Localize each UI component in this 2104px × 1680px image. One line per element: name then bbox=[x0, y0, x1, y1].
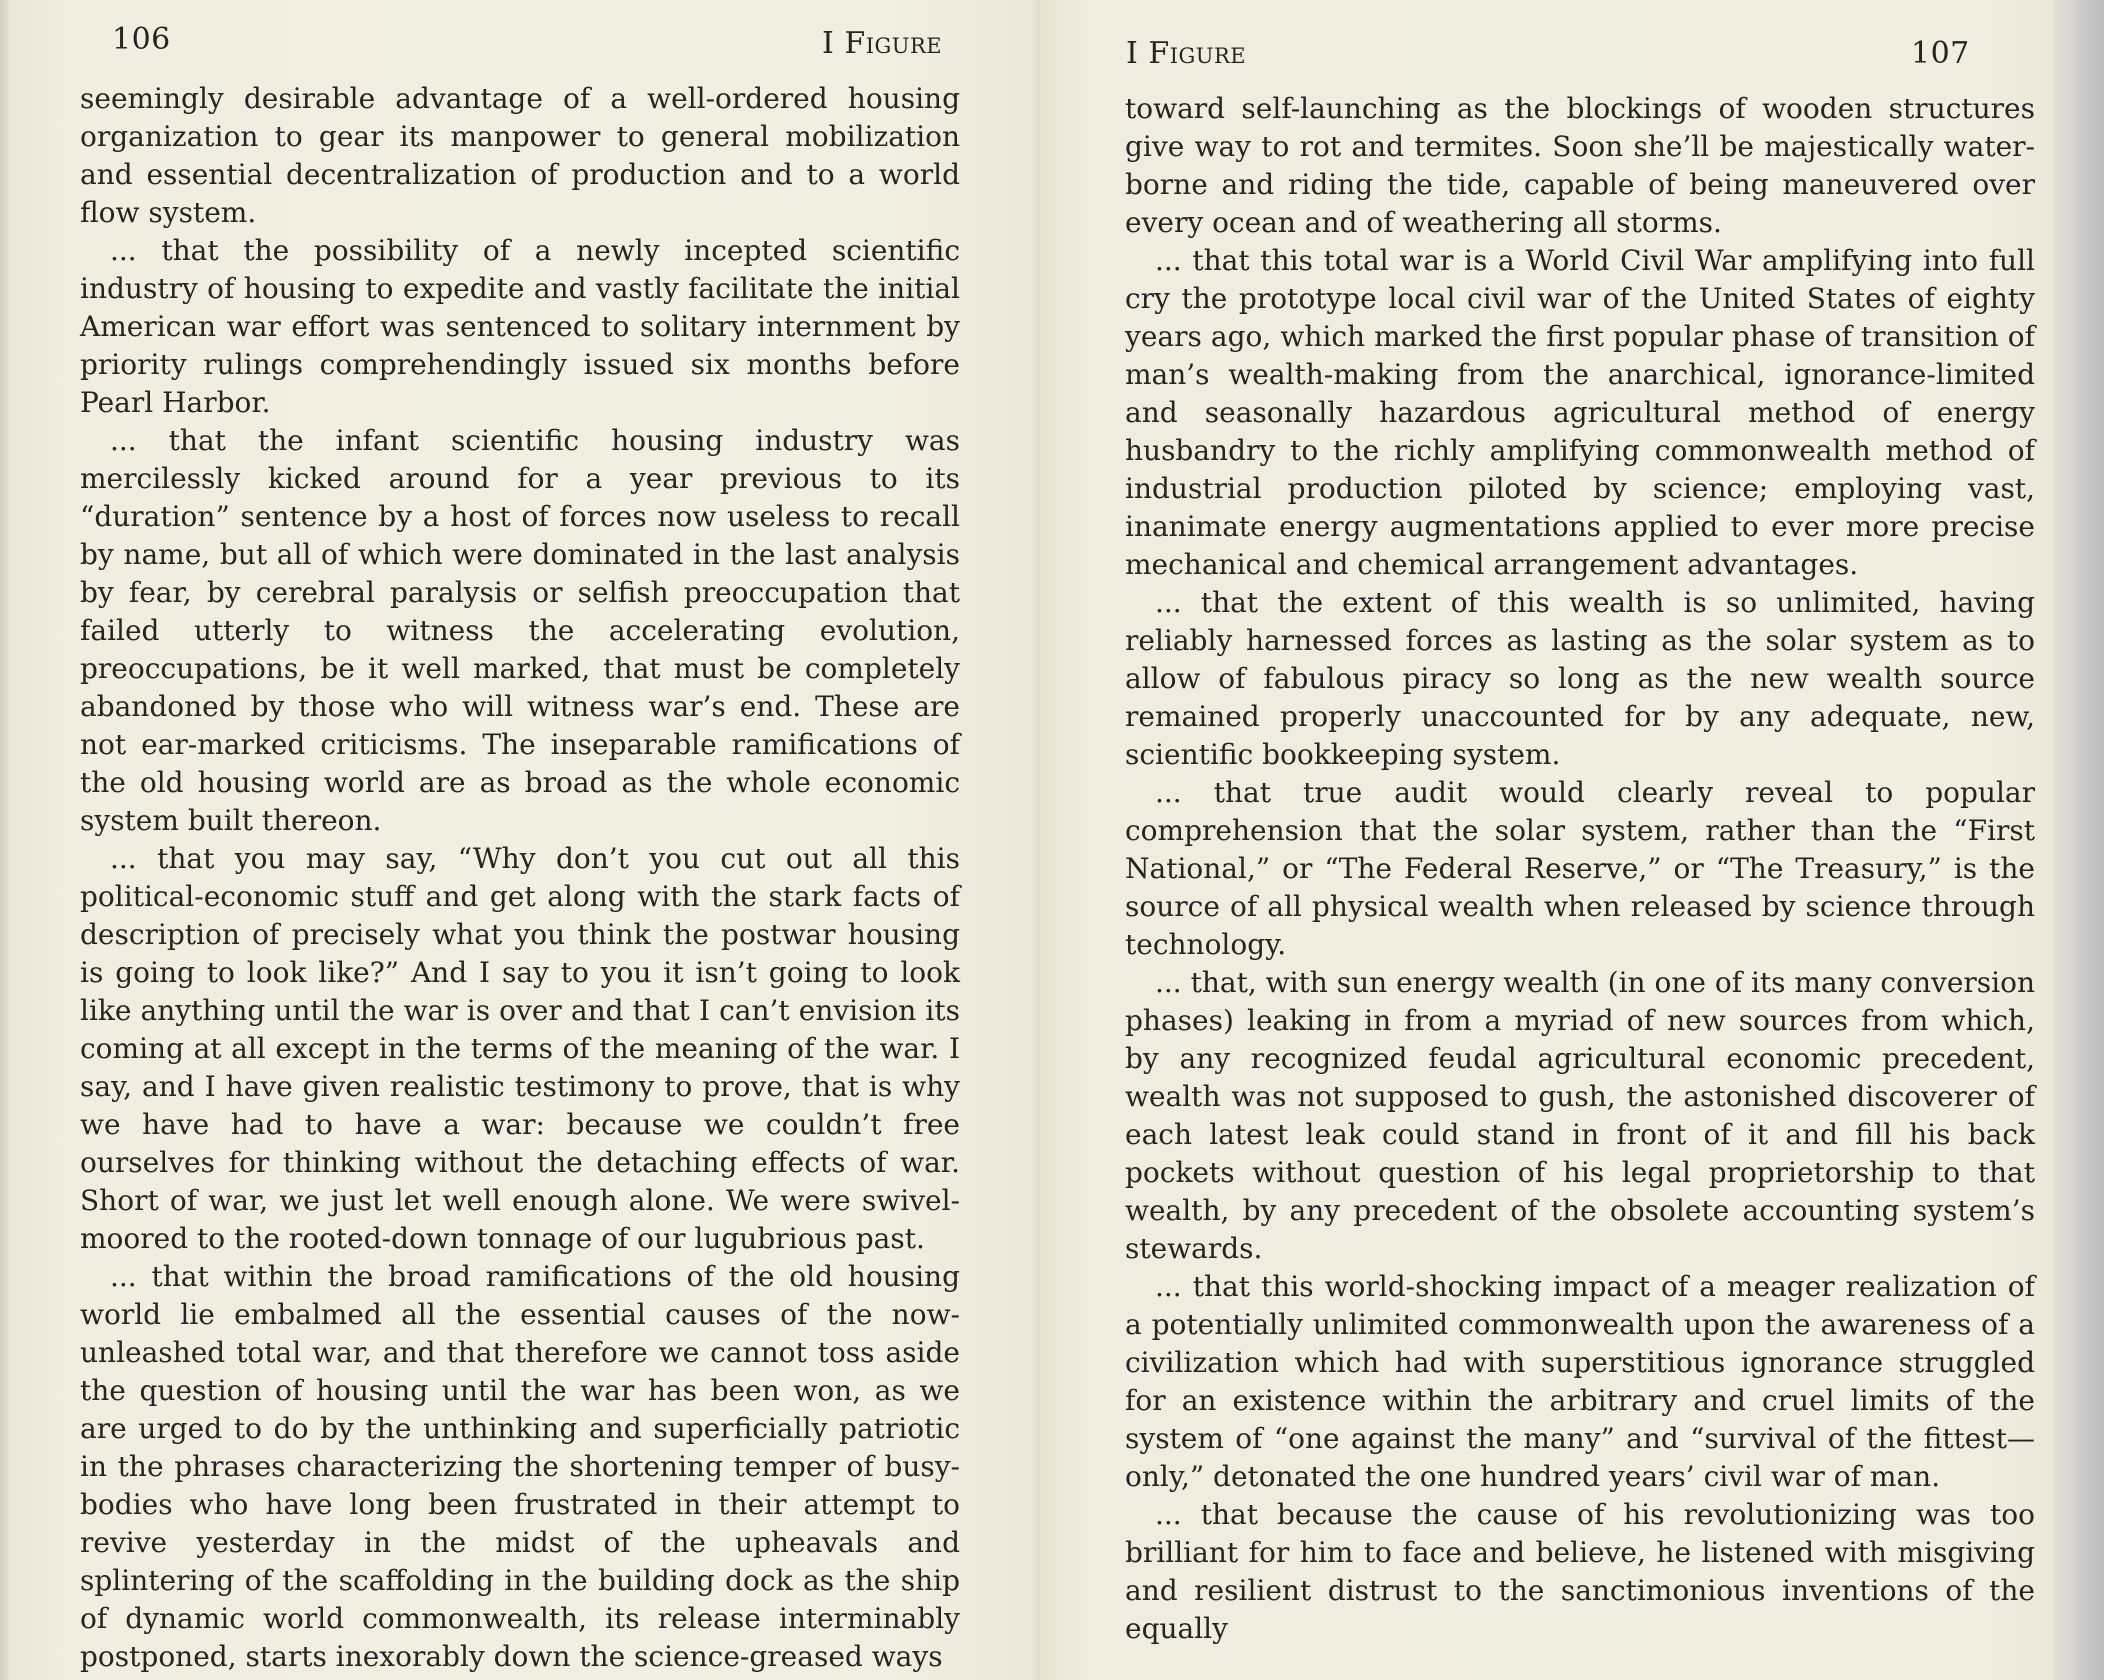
book-edge-left bbox=[0, 0, 10, 1680]
right-page bbox=[1040, 0, 2053, 1680]
paragraph: ... that the possibility of a newly incepted scientific industry of housing to expedite and vastly facilitate the initial American war effort was sentenced to solitary internment by priority rulings comprehendingly issued six months before Pearl Harbor. bbox=[80, 234, 960, 419]
paragraph: ... that you may say, “Why don’t you cut out all this political-economic stuff and get along with the stark facts of description of precisely what you think the postwar housing is going to look like?” And I say to you it isn’t going to look like anything until the war is over and that I can’t envision its coming at all except in the terms of the meaning of the war. I say, and I have given realistic testimony to prove, that is why we have had to have a war: because we couldn’t free ourselves for thinking without the detaching effects of war. Short of war, we just let well enough alone. We were swivel-moored to the rooted-down tonnage of our lugubrious past. bbox=[80, 842, 960, 1255]
page-number-right: 107 bbox=[1911, 36, 1970, 71]
left-page bbox=[10, 0, 1040, 1680]
running-title-left: I Figure bbox=[822, 26, 943, 61]
running-title-right: I Figure bbox=[1126, 36, 1247, 71]
left-page-body bbox=[80, 80, 960, 1676]
paragraph: ... that the infant scientific housing industry was mercilessly kicked around for a year previous to its “duration” sentence by a host of forces now useless to recall by name, but all of which were dominated in the last analysis by fear, by cerebral paralysis or selfish preoccupation that failed utterly to witness the accelerating evolution, preoccupations, be it well marked, that must be completely abandoned by those who will witness war’s end. These are not ear-marked criticisms. The inseparable ramifications of the old housing world are as broad as the whole economic system built thereon. bbox=[80, 424, 960, 837]
paragraph: ... that true audit would clearly reveal to popular comprehension that the solar system, rather than the “First National,” or “The Federal Reserve,” or “The Treasury,” is the source of all physical wealth when released by science through technology. bbox=[1125, 776, 2035, 961]
paragraph: ... that, with sun energy wealth (in one of its many conversion phases) leaking in from a myriad of new sources from which, by any recognized feudal agricultural economic precedent, wealth was not supposed to gush, the astonished discoverer of each latest leak could stand in front of it and fill his back pockets without question of his legal proprietorship to that wealth, by any precedent of the obsolete accounting system’s stewards. bbox=[1125, 966, 2035, 1265]
paragraph: ... that within the broad ramifications of the old housing world lie embalmed all the essential causes of the now-unleashed total war, and that therefore we cannot toss aside the question of housing until the war has been won, as we are urged to do by the unthinking and superficially patriotic in the phrases characterizing the shortening temper of busy-bodies who have long been frustrated in their attempt to revive yesterday in the midst of the upheavals and splintering of the scaffolding in the building dock as the ship of dynamic world commonwealth, its release interminably postponed, starts inexorably down the science-greased ways bbox=[80, 1260, 960, 1673]
page-number-left: 106 bbox=[112, 22, 171, 57]
paragraph: ... that the extent of this wealth is so unlimited, having reliably harnessed forces as lasting as the solar system as to allow of fabulous piracy so long as the new wealth source remained properly unaccounted for by any adequate, new, scientific bookkeeping system. bbox=[1125, 586, 2035, 771]
right-page-body bbox=[1125, 90, 2035, 1648]
paragraph: ... that this total war is a World Civil War amplifying into full cry the prototype local civil war of the United States of eighty years ago, which marked the first popular phase of transition of man’s wealth-making from the anarchical, ignorance-limited and seasonally hazardous agricultural method of energy husbandry to the richly amplifying commonwealth method of industrial production piloted by science; employing vast, inanimate energy augmentations applied to ever more precise mechanical and chemical arrangement advantages. bbox=[1125, 244, 2035, 581]
paragraph: toward self-launching as the blockings of wooden structures give way to rot and termites. Soon she’ll be majestically water-borne and riding the tide, capable of being maneuvered over every ocean and of weathering all storms. bbox=[1125, 92, 2035, 239]
paragraph: ... that because the cause of his revolutionizing was too brilliant for him to face and believe, he listened with misgiving and resilient distrust to the sanctimonious inventions of the equally bbox=[1125, 1498, 2035, 1645]
book-edge-right bbox=[2053, 0, 2104, 1680]
paragraph: seemingly desirable advantage of a well-ordered housing organization to gear its manpower to general mobilization and essential decentralization of production and to a world flow system. bbox=[80, 82, 960, 229]
paragraph: ... that this world-shocking impact of a meager realization of a potentially unlimited commonwealth upon the awareness of a civilization which had with superstitious ignorance struggled for an existence within the arbitrary and cruel limits of the system of “one against the many” and “survival of the fittest—only,” detonated the one hundred years’ civil war of man. bbox=[1125, 1270, 2035, 1493]
